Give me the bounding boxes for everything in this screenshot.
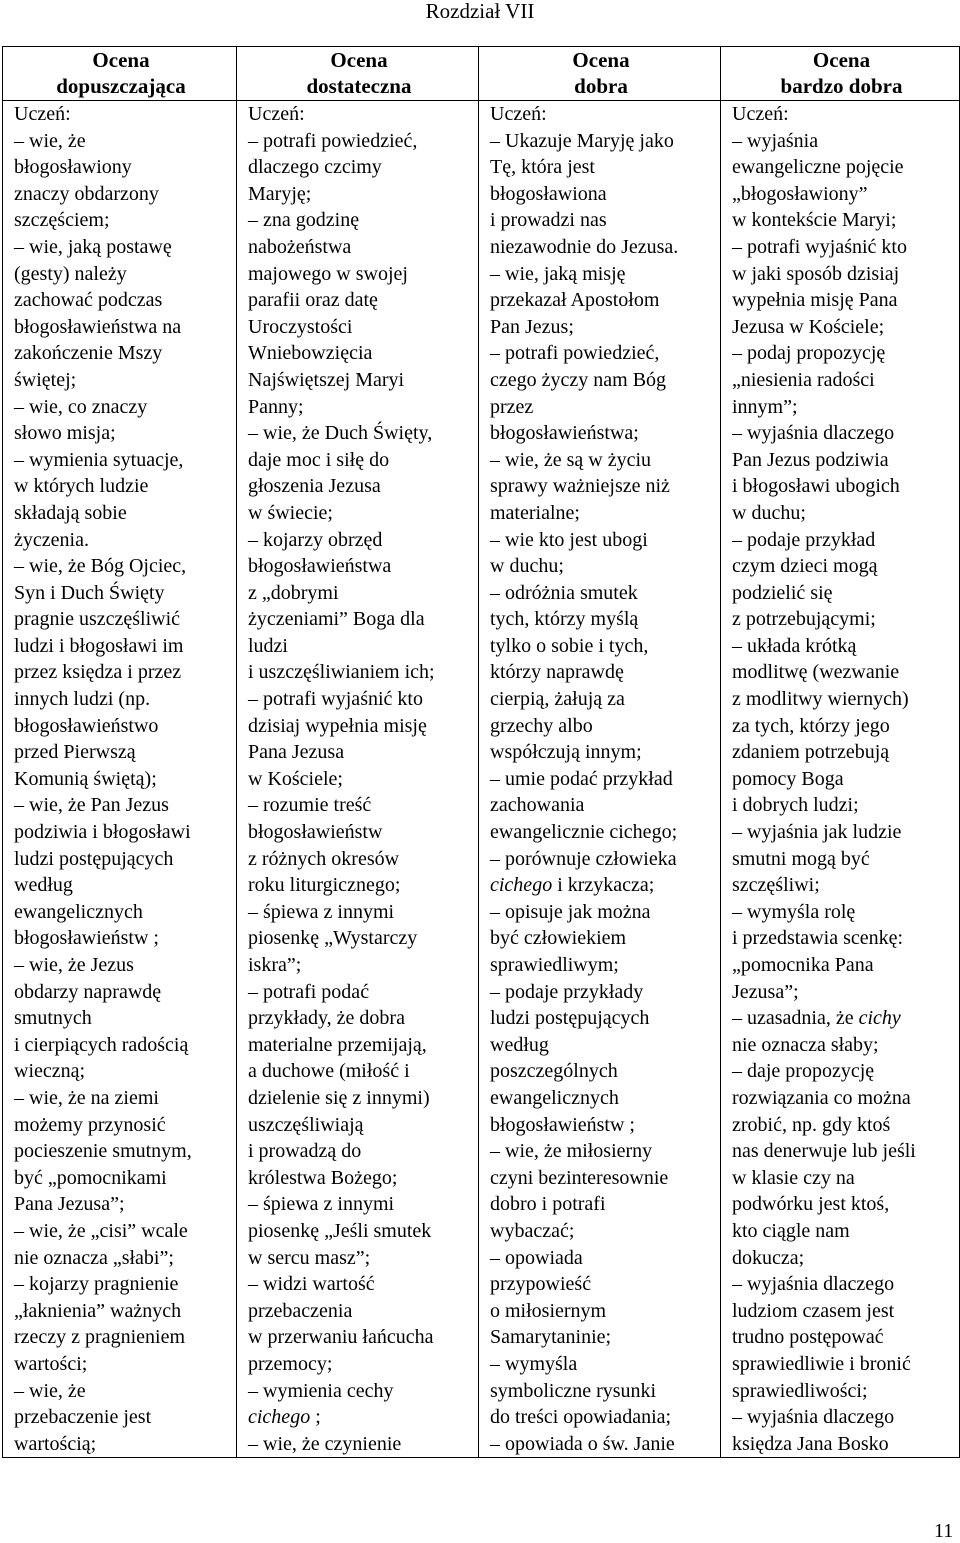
requirement-line: pocieszenie smutnym,	[14, 1140, 192, 1163]
requirement-line: głoszenia Jezusa	[248, 475, 381, 498]
requirement-line: cichego i krzykacza;	[490, 874, 655, 897]
requirement-line: – potrafi wyjaśnić kto	[248, 688, 423, 711]
requirement-line: być człowiekiem	[490, 927, 627, 950]
requirement-line: błogosławieństwa;	[490, 422, 639, 445]
requirement-line: ludzi postępujących	[490, 1007, 650, 1030]
requirements-dobra	[479, 101, 721, 1458]
requirement-line: rozwiązania co można	[732, 1086, 911, 1109]
requirement-line: piosenkę „Wystarczy	[248, 927, 418, 950]
requirement-line: składają sobie	[14, 501, 127, 524]
requirement-line: zdaniem potrzebują	[732, 741, 890, 764]
header-cell-dopuszczajaca	[3, 47, 237, 101]
requirement-line: w kontekście Maryi;	[732, 209, 897, 232]
requirement-line: w jaki sposób dzisiaj	[732, 262, 900, 285]
requirement-line: – wie, że Pan Jezus	[14, 794, 169, 817]
requirement-line: Uroczystości	[248, 315, 353, 338]
requirement-line: być „pomocnikami	[14, 1166, 167, 1189]
requirement-line: smutni mogą być	[732, 847, 870, 870]
requirement-line: – śpiewa z innymi	[248, 1193, 395, 1216]
requirement-line: Uczeń:	[490, 103, 547, 125]
requirement-line: w duchu;	[490, 555, 564, 578]
chapter-title: Rozdział VII	[425, 0, 535, 23]
requirement-line: wieczną;	[14, 1060, 86, 1083]
requirement-line: – wymienia sytuacje,	[14, 448, 184, 471]
requirement-line: smutnych	[14, 1007, 92, 1030]
requirement-line: Syn i Duch Święty	[14, 581, 165, 604]
requirement-line: – wie, jaką misję	[490, 262, 626, 285]
header-row	[3, 47, 960, 101]
requirement-line: przed Pierwszą	[14, 741, 136, 764]
requirement-line: – porównuje człowieka	[490, 847, 677, 870]
requirement-line: Pan Jezus podziwia	[732, 448, 889, 471]
requirement-line: zakończenie Mszy	[14, 342, 163, 365]
requirement-line: ludziom czasem jest	[732, 1299, 895, 1322]
requirement-line: – wie kto jest ubogi	[490, 528, 648, 551]
requirement-line: – potrafi powiedzieć,	[248, 129, 418, 152]
requirement-line: Pana Jezusa”;	[14, 1193, 125, 1216]
requirement-line: – wymyśla rolę	[732, 900, 856, 923]
requirement-line: błogosławiony	[14, 156, 132, 179]
requirements-dostateczna	[237, 101, 479, 1458]
requirement-line: piosenkę „Jeśli smutek	[248, 1219, 432, 1242]
requirement-line: – wie, że „cisi” wcale	[14, 1219, 188, 1242]
requirement-line: „pomocnika Pana	[732, 954, 874, 976]
requirement-line: – wie, że	[14, 129, 86, 152]
requirement-line: i błogosławi ubogich	[732, 475, 900, 498]
requirement-line: i prowadzą do	[248, 1140, 362, 1163]
requirement-line: – wymienia cechy	[248, 1379, 394, 1402]
requirement-line: – widzi wartość	[248, 1273, 375, 1296]
requirement-line: – wie, że Duch Święty,	[248, 422, 433, 445]
requirement-line: nie oznacza słaby;	[732, 1033, 879, 1056]
requirement-line: tych, którzy myślą	[490, 608, 639, 631]
requirement-line: dzisiaj wypełnia misję	[248, 714, 427, 737]
requirement-line: w klasie czy na	[732, 1166, 855, 1189]
requirement-line: materialne;	[490, 501, 580, 524]
requirement-line: w Kościele;	[248, 767, 343, 790]
requirement-line: Tę, która jest	[490, 156, 595, 179]
requirement-line: ewangelicznie cichego;	[490, 821, 678, 844]
requirement-line: poszczególnych	[490, 1060, 618, 1083]
header-grade: dostateczna	[306, 74, 412, 98]
requirements-bardzo-dobra	[721, 101, 960, 1458]
requirement-line: – wyjaśnia dlaczego	[732, 1406, 895, 1429]
requirement-line: modlitwę (wezwanie	[732, 661, 900, 684]
requirement-line: ludzi postępujących	[14, 847, 174, 870]
requirement-line: błogosławieństwa	[248, 555, 392, 578]
header-label: Ocena	[812, 48, 871, 72]
requirement-line: Pana Jezusa	[248, 741, 345, 764]
requirement-line: rzeczy z pragnieniem	[14, 1326, 186, 1349]
requirement-line: i dobrych ludzi;	[732, 794, 859, 817]
requirement-line: innych ludzi (np.	[14, 688, 151, 711]
requirement-line: – zna godzinę	[248, 209, 360, 232]
requirement-line: pomocy Boga	[732, 767, 844, 790]
requirement-line: przemocy;	[248, 1352, 333, 1375]
requirement-line: – wie, że czynienie	[248, 1432, 402, 1455]
requirement-line: pragnie uszczęśliwić	[14, 608, 181, 631]
requirement-line: Najświętszej Maryi	[248, 368, 405, 391]
requirement-line: znaczy obdarzony	[14, 182, 159, 205]
requirement-line: zachować podczas	[14, 289, 163, 312]
requirement-line: – potrafi podać	[248, 980, 370, 1003]
requirement-line: przez	[490, 395, 534, 418]
header-label: Ocena	[92, 48, 150, 72]
requirement-line: słowo misja;	[14, 422, 116, 445]
requirement-line: przypowieść	[490, 1273, 592, 1296]
requirement-line: iskra”;	[248, 954, 302, 976]
requirements-dopuszczajaca	[3, 101, 237, 1458]
requirement-line: ewangeliczne pojęcie	[732, 156, 904, 179]
requirement-line: cichego ;	[248, 1406, 321, 1429]
requirement-line: błogosławieństwa na	[14, 315, 182, 338]
header-grade: dobra	[574, 74, 628, 98]
requirement-line: życzenia.	[14, 528, 89, 551]
requirement-line: Jezusa w Kościele;	[732, 315, 885, 338]
requirement-line: – układa krótką	[732, 634, 857, 657]
requirement-line: – podaje przykład	[732, 528, 876, 551]
requirement-line: Uczeń:	[14, 103, 71, 125]
requirement-line: „łaknienia” ważnych	[14, 1299, 182, 1322]
requirement-line: – śpiewa z innymi	[248, 900, 395, 923]
requirement-line: według	[490, 1033, 549, 1056]
requirement-line: w których ludzie	[14, 475, 149, 498]
requirement-line: podzielić się	[732, 581, 833, 604]
grading-criteria-table	[2, 46, 960, 1458]
requirement-line: z różnych okresów	[248, 847, 400, 870]
requirement-line: cierpią, żałują za	[490, 688, 625, 711]
requirement-line: Maryję;	[248, 182, 312, 205]
header-grade: bardzo dobra	[780, 74, 903, 98]
requirement-line: podziwia i błogosławi	[14, 821, 191, 844]
requirement-line: – odróżnia smutek	[490, 581, 638, 604]
requirement-line: dokucza;	[732, 1246, 805, 1269]
requirement-line: błogosławieństwo	[14, 714, 159, 737]
requirement-line: grzechy albo	[490, 714, 593, 737]
requirement-line: trudno postępować	[732, 1326, 884, 1349]
requirement-line: – umie podać przykład	[490, 767, 673, 790]
requirement-line: którzy naprawdę	[490, 661, 624, 684]
requirement-line: Uczeń:	[732, 103, 789, 125]
requirement-line: „niesienia radości	[732, 368, 875, 391]
requirement-line: daje moc i siłę do	[248, 448, 390, 471]
requirement-line: Samarytaninie;	[490, 1326, 612, 1349]
requirement-line: w sercu masz”;	[248, 1246, 371, 1269]
requirement-line: i prowadzi nas	[490, 209, 607, 232]
requirement-line: – wie, że Bóg Ojciec,	[14, 555, 187, 578]
requirement-line: księdza Jana Bosko	[732, 1432, 889, 1455]
requirement-line: innym”;	[732, 395, 798, 418]
requirement-line: (gesty) należy	[14, 262, 127, 285]
requirement-line: Uczeń:	[248, 103, 305, 125]
requirement-line: sprawy ważniejsze niż	[490, 475, 670, 498]
requirement-line: – podaj propozycję	[732, 342, 886, 365]
header-label: Ocena	[572, 48, 630, 72]
requirement-line: przekazał Apostołom	[490, 289, 660, 312]
requirement-line: w przerwaniu łańcucha	[248, 1326, 434, 1349]
requirement-line: błogosławieństw	[248, 821, 383, 844]
requirement-line: i cierpiących radością	[14, 1033, 189, 1056]
requirement-line: – wyjaśnia	[732, 129, 819, 152]
requirement-line: niezawodnie do Jezusa.	[490, 235, 679, 258]
requirement-line: i przedstawia scenkę:	[732, 927, 904, 950]
requirement-line: – potrafi powiedzieć,	[490, 342, 660, 365]
requirement-line: czym dzieci mogą	[732, 555, 878, 578]
requirement-line: a duchowe (miłość i	[248, 1060, 410, 1083]
requirement-line: czyni bezinteresownie	[490, 1166, 669, 1189]
requirement-line: do treści opowiadania;	[490, 1406, 672, 1429]
requirement-line: Wniebowzięcia	[248, 342, 373, 365]
header-grade: dopuszczająca	[56, 74, 186, 98]
requirement-line: – wie, że Jezus	[14, 954, 134, 976]
requirement-line: błogosławieństw ;	[490, 1113, 635, 1136]
requirement-line: sprawiedliwym;	[490, 954, 619, 976]
requirement-line: dzielenie się z innymi)	[248, 1086, 430, 1109]
requirement-line: z „dobrymi	[248, 581, 339, 604]
requirement-line: błogosławieństw ;	[14, 927, 159, 950]
requirement-line: według	[14, 874, 73, 897]
requirement-line: i uszczęśliwianiem ich;	[248, 661, 435, 684]
requirement-line: szczęśliwi;	[732, 874, 820, 897]
header-cell-bardzo-dobra	[721, 47, 960, 101]
requirement-line: ewangelicznych	[14, 900, 143, 923]
requirement-line: podwórku jest ktoś,	[732, 1193, 890, 1216]
content-row	[3, 101, 960, 1458]
requirement-line: – kojarzy pragnienie	[14, 1273, 179, 1296]
requirement-line: dlaczego czcimy	[248, 156, 382, 179]
requirement-line: – kojarzy obrzęd	[248, 528, 383, 551]
header-cell-dobra	[479, 47, 721, 101]
requirement-line: majowego w swojej	[248, 262, 408, 285]
requirement-line: – wie, że są w życiu	[490, 448, 652, 471]
requirement-line: roku liturgicznego;	[248, 874, 401, 897]
requirement-line: zachowania	[490, 794, 585, 817]
requirement-line: – Ukazuje Maryję jako	[490, 129, 674, 152]
requirement-line: w duchu;	[732, 501, 806, 524]
requirement-line: – uzasadnia, że cichy	[732, 1007, 901, 1030]
requirement-line: ludzi i błogosławi im	[14, 634, 184, 657]
requirement-line: – wie, że miłosierny	[490, 1140, 653, 1163]
requirement-line: współczują innym;	[490, 741, 642, 764]
requirement-line: ludzi	[248, 634, 288, 657]
requirement-line: z potrzebującymi;	[732, 608, 876, 631]
requirement-line: sprawiedliwości;	[732, 1379, 868, 1402]
header-cell-dostateczna	[237, 47, 479, 101]
requirement-line: życzeniami” Boga dla	[248, 608, 425, 631]
requirement-line: wybaczać;	[490, 1219, 575, 1242]
requirement-line: o miłosiernym	[490, 1299, 607, 1322]
requirement-line: – wie, jaką postawę	[14, 235, 172, 258]
requirement-line: tylko o sobie i tych,	[490, 634, 649, 657]
requirement-line: z modlitwy wiernych)	[732, 688, 909, 711]
requirement-line: dobro i potrafi	[490, 1193, 606, 1216]
requirement-line: przebaczenia	[248, 1299, 353, 1322]
requirement-line: nas denerwuje lub jeśli	[732, 1140, 916, 1163]
requirement-line: Panny;	[248, 395, 304, 418]
requirement-line: – potrafi wyjaśnić kto	[732, 235, 907, 258]
requirement-line: sprawiedliwie i bronić	[732, 1352, 911, 1375]
requirement-line: przebaczenie jest	[14, 1406, 152, 1429]
requirement-line: świętej;	[14, 368, 77, 391]
requirement-line: „błogosławiony”	[732, 182, 868, 205]
requirement-line: ewangelicznych	[490, 1086, 619, 1109]
requirement-line: nabożeństwa	[248, 235, 352, 258]
requirement-line: obdarzy naprawdę	[14, 980, 162, 1003]
requirement-line: – daje propozycję	[732, 1060, 875, 1083]
requirement-line: – rozumie treść	[248, 794, 372, 817]
requirement-line: – wie, że na ziemi	[14, 1086, 159, 1109]
requirement-line: błogosławiona	[490, 182, 607, 205]
requirement-line: wypełnia misję Pana	[732, 289, 898, 312]
page-number: 11	[934, 1520, 954, 1542]
requirement-line: wartością;	[14, 1432, 97, 1455]
requirement-line: za tych, którzy jego	[732, 714, 890, 737]
requirement-line: królestwa Bożego;	[248, 1166, 398, 1189]
requirement-line: materialne przemijają,	[248, 1033, 427, 1056]
requirement-line: wartości;	[14, 1352, 88, 1375]
requirement-line: – wyjaśnia dlaczego	[732, 422, 895, 445]
requirement-line: – podaje przykłady	[490, 980, 644, 1003]
requirement-line: kto ciągle nam	[732, 1219, 850, 1242]
requirement-line: Jezusa”;	[732, 980, 799, 1003]
requirement-line: w świecie;	[248, 501, 333, 524]
requirement-line: – opowiada	[490, 1246, 583, 1269]
requirement-line: parafii oraz datę	[248, 289, 378, 312]
requirement-line: zrobić, np. gdy ktoś	[732, 1113, 891, 1136]
requirement-line: Pan Jezus;	[490, 315, 574, 338]
requirement-line: przez księdza i przez	[14, 661, 182, 684]
requirement-line: – wyjaśnia dlaczego	[732, 1273, 895, 1296]
requirement-line: możemy przynosić	[14, 1113, 166, 1136]
requirement-line: – wie, że	[14, 1379, 86, 1402]
requirement-line: szczęściem;	[14, 209, 110, 232]
requirement-line: – wyjaśnia jak ludzie	[732, 821, 902, 844]
requirement-line: – opowiada o św. Janie	[490, 1432, 675, 1455]
header-label: Ocena	[330, 48, 388, 72]
requirement-line: – opisuje jak można	[490, 900, 651, 923]
requirement-line: uszczęśliwiają	[248, 1113, 364, 1136]
requirement-line: nie oznacza „słabi”;	[14, 1246, 174, 1269]
requirement-line: przykłady, że dobra	[248, 1007, 405, 1030]
requirement-line: czego życzy nam Bóg	[490, 368, 667, 391]
requirement-line: – wymyśla	[490, 1352, 578, 1375]
requirement-line: Komunią świętą);	[14, 767, 157, 790]
requirement-line: symboliczne rysunki	[490, 1379, 657, 1402]
requirement-line: – wie, co znaczy	[14, 395, 148, 418]
